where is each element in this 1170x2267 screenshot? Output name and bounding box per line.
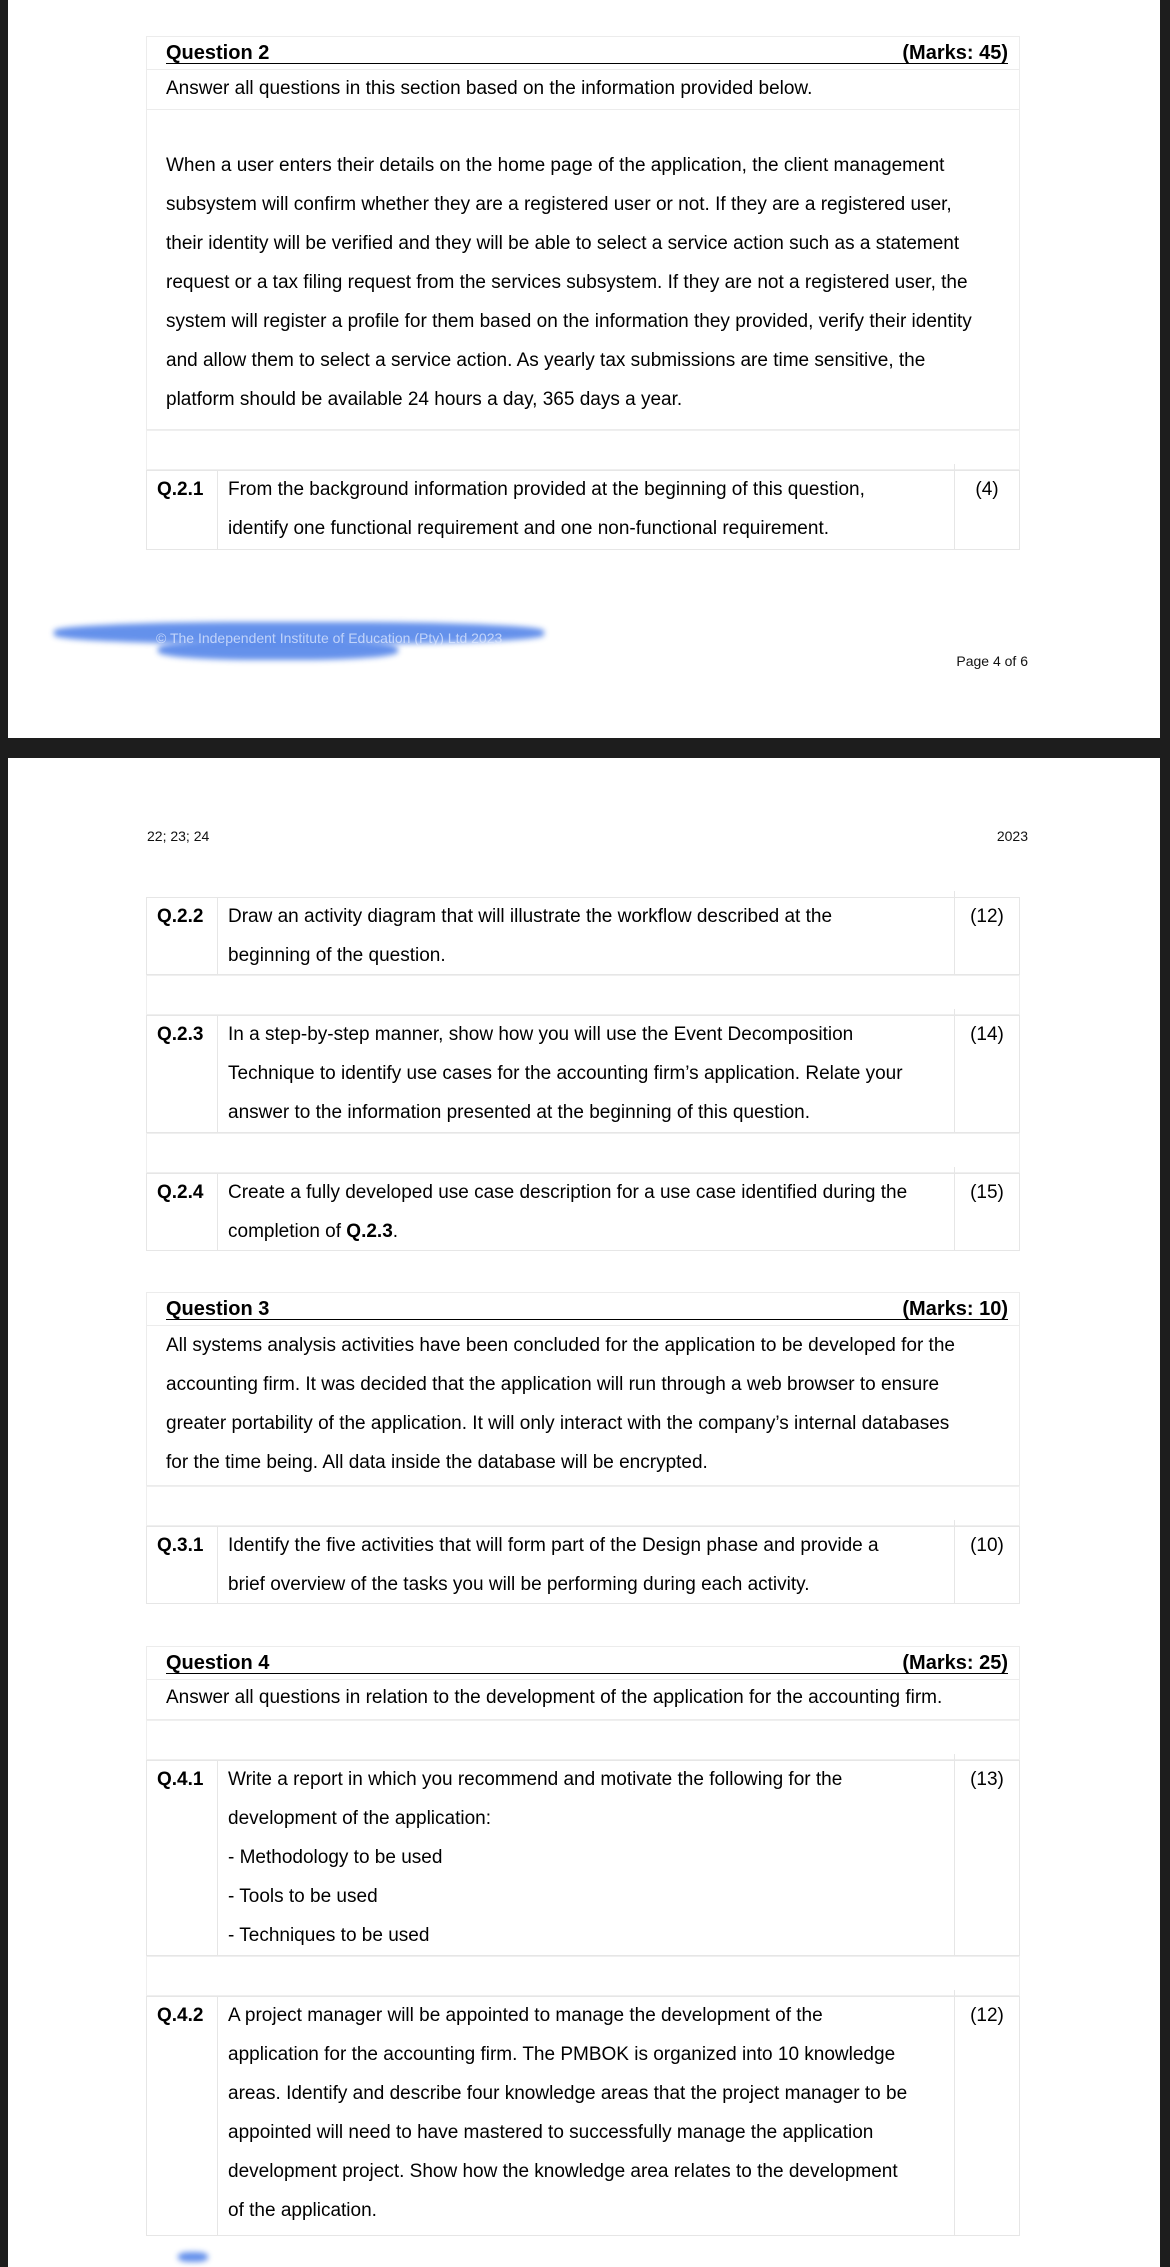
question-line: development of the application: (228, 1808, 492, 1829)
scenario-line: subsystem will confirm whether they are a registered user or not. If they are a registered user, (166, 194, 952, 215)
question-text (218, 1520, 955, 1604)
question-3-intro (146, 1326, 1020, 1486)
scenario-line: When a user enters their details on the home page of the application, the client management (166, 155, 945, 176)
scenario-line: platform should be available 24 hours a day, 365 days a year. (166, 389, 683, 410)
question-3-marks: (Marks: 10) (902, 1298, 1008, 1320)
question-3-header (146, 1292, 1020, 1326)
scenario-line: system will register a profile for them based on the information they provided, verify their identity (166, 311, 972, 332)
question-line-text: . (392, 1221, 399, 1242)
question-line: Write a report in which you recommend and motivate the following for the (228, 1769, 843, 1790)
question-line: - Techniques to be used (228, 1925, 430, 1946)
intro-line: accounting firm. It was decided that the application will run through a web browser to ensure (166, 1374, 940, 1395)
question-text (218, 891, 955, 975)
question-4-title: Question 4 (166, 1652, 270, 1674)
question-text (218, 1990, 955, 2235)
question-row-q2-4 (146, 1173, 1020, 1251)
question-marks: (12) (970, 906, 1004, 927)
question-line: In a step-by-step manner, show how you will use the Event Decomposition (228, 1024, 854, 1045)
page-4 (8, 0, 1160, 738)
scenario-line: request or a tax filing request from the services subsystem. If they are not a registered user, the (166, 272, 968, 293)
question-2-marks: (Marks: 45) (902, 42, 1008, 64)
page-5 (8, 758, 1160, 2267)
header-underline (166, 1673, 1008, 1674)
question-marks: (14) (970, 1024, 1004, 1045)
question-number: Q.2.3 (147, 1016, 218, 1132)
question-text (218, 1167, 955, 1251)
question-line: Create a fully developed use case description for a use case identified during the (228, 1182, 908, 1203)
question-2-instruction (146, 70, 1020, 110)
question-text (218, 1754, 955, 1955)
question-row-q4-1 (146, 1760, 1020, 1956)
intro-line: greater portability of the application. It will only interact with the company’s internal databases (166, 1413, 950, 1434)
header-codes: 22; 23; 24 (147, 828, 210, 844)
question-line: Draw an activity diagram that will illustrate the workflow described at the (228, 906, 833, 927)
header-year: 2023 (996, 828, 1028, 844)
intro-line: for the time being. All data inside the database will be encrypted. (166, 1452, 708, 1473)
question-number: Q.2.4 (147, 1174, 218, 1251)
question-line: From the background information provided at the beginning of this question, (228, 479, 865, 500)
question-line (228, 1212, 944, 1251)
question-row-q2-3 (146, 1015, 1020, 1133)
question-2-scenario (146, 110, 1020, 430)
instruction-text: Answer all questions in this section based on the information provided below. (166, 78, 813, 99)
question-line: of the application. (228, 2200, 377, 2221)
question-line: identify one functional requirement and one non-functional requirement. (228, 518, 829, 539)
question-line: brief overview of the tasks you will be performing during each activity. (228, 1574, 810, 1595)
question-line: areas. Identify and describe four knowledge areas that the project manager to be (228, 2083, 908, 2104)
question-number: Q.2.1 (147, 471, 218, 549)
question-number: Q.2.2 (147, 898, 218, 975)
question-marks: (13) (970, 1769, 1004, 1790)
scenario-line: and allow them to select a service action. As yearly tax submissions are time sensitive, the (166, 350, 926, 371)
question-line: Identify the five activities that will form part of the Design phase and provide a (228, 1535, 879, 1556)
question-line: Technique to identify use cases for the accounting firm’s application. Relate your (228, 1063, 903, 1084)
question-text (218, 1009, 955, 1132)
question-line: beginning of the question. (228, 945, 446, 966)
question-2-title: Question 2 (166, 42, 270, 64)
question-reference: Q.2.3 (346, 1221, 393, 1242)
question-text (218, 464, 955, 549)
question-row-q2-1 (146, 470, 1020, 550)
question-number: Q.3.1 (147, 1527, 218, 1604)
footer-page-number: Page 4 of 6 (956, 653, 1028, 669)
question-line: - Methodology to be used (228, 1847, 443, 1868)
question-marks: (10) (970, 1535, 1004, 1556)
intro-line: Answer all questions in relation to the development of the application for the accounting firm. (166, 1687, 943, 1708)
question-line: application for the accounting firm. The PMBOK is organized into 10 knowledge (228, 2044, 896, 2065)
question-marks: (12) (970, 2005, 1004, 2026)
question-row-q3-1 (146, 1526, 1020, 1604)
question-line-text: completion of (228, 1221, 347, 1242)
question-line: answer to the information presented at the beginning of this question. (228, 1102, 810, 1123)
scenario-line: their identity will be verified and they will be able to select a service action such as a statement (166, 233, 960, 254)
header-underline (166, 63, 1008, 64)
question-row-q4-2 (146, 1996, 1020, 2236)
question-3-title: Question 3 (166, 1298, 270, 1320)
question-line: development project. Show how the knowledge area relates to the development (228, 2161, 898, 2182)
intro-line: All systems analysis activities have been concluded for the application to be developed for the (166, 1335, 955, 1356)
question-line: A project manager will be appointed to manage the development of the (228, 2005, 823, 2026)
question-2-header (146, 36, 1020, 70)
footer-copyright: © The Independent Institute of Education (Pty) Ltd 2023 (156, 630, 503, 646)
redaction-scribble (178, 2252, 208, 2262)
question-4-header (146, 1646, 1020, 1680)
question-marks: (4) (975, 479, 999, 500)
question-line: - Tools to be used (228, 1886, 378, 1907)
header-underline (166, 1319, 1008, 1320)
question-4-intro (146, 1680, 1020, 1720)
question-number: Q.4.2 (147, 1997, 218, 2235)
question-line: appointed will need to have mastered to successfully manage the application (228, 2122, 874, 2143)
question-4-marks: (Marks: 25) (902, 1652, 1008, 1674)
question-marks: (15) (970, 1182, 1004, 1203)
question-number: Q.4.1 (147, 1761, 218, 1955)
question-row-q2-2 (146, 897, 1020, 975)
